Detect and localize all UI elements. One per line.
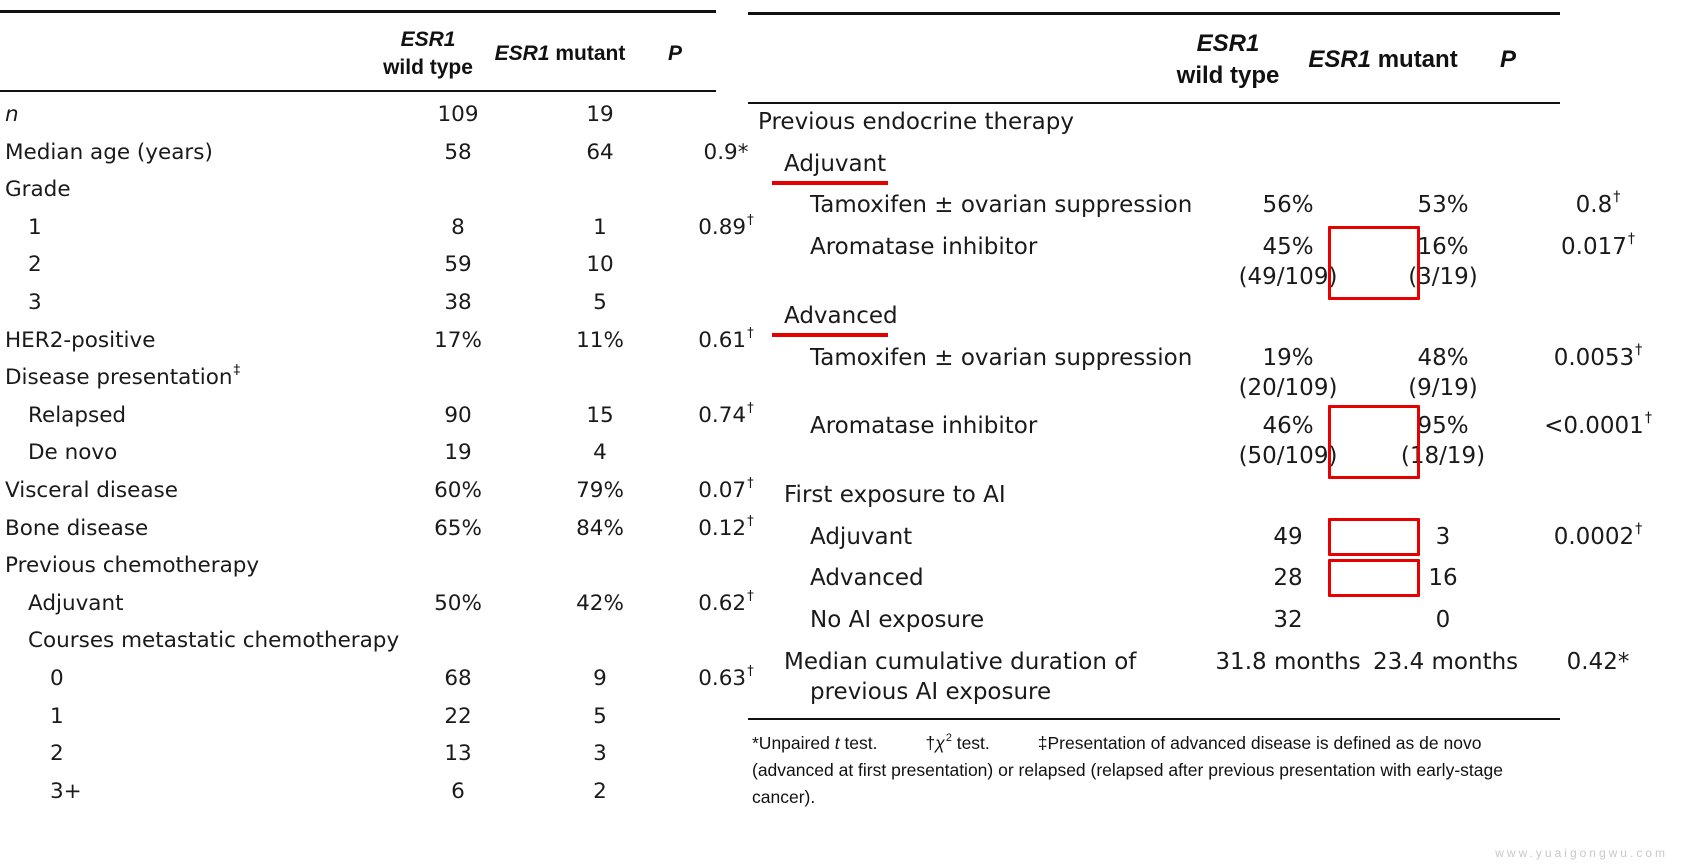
wild-type-value: 38 xyxy=(444,290,472,315)
wild-type-line: 31.8 months xyxy=(1215,649,1361,675)
p-value-mark: † xyxy=(747,588,754,604)
row-label xyxy=(5,321,155,361)
row-label-text: Aromatase inhibitor xyxy=(810,234,1038,260)
p-value: 0.63 xyxy=(698,666,747,691)
row-label xyxy=(28,283,42,323)
row-label-text: 3 xyxy=(28,290,42,315)
row-label xyxy=(50,697,64,737)
p-value-cell xyxy=(684,321,768,361)
mutant-value: 4 xyxy=(593,440,607,466)
right-header-rule xyxy=(748,102,1560,104)
p-value: 0.42* xyxy=(1566,649,1630,675)
row-label xyxy=(810,522,912,552)
row-label xyxy=(810,190,1192,220)
mutant-line: 16% xyxy=(1417,234,1469,260)
p-value-cell xyxy=(1538,190,1658,220)
table-row xyxy=(0,433,770,473)
red-highlight-box xyxy=(1328,405,1420,479)
mutant-count: (3/19) xyxy=(1408,264,1478,290)
row-label-text: 2 xyxy=(50,741,64,767)
table-row xyxy=(0,546,770,586)
mutant-value: 1 xyxy=(593,214,607,240)
left-header-p xyxy=(655,40,695,68)
left-header-wild-type xyxy=(358,26,498,81)
wild-type-line: 19% xyxy=(1262,345,1314,371)
p-value-mark: † xyxy=(747,513,754,529)
mutant-value: 5 xyxy=(593,290,607,315)
row-label-text: No AI exposure xyxy=(810,607,985,633)
mutant-value: 9 xyxy=(593,666,607,691)
row-label xyxy=(784,647,1136,707)
left-top-rule xyxy=(0,10,716,13)
row-label-text: De novo xyxy=(28,440,118,466)
row-label xyxy=(810,411,1037,441)
row-label xyxy=(5,358,240,398)
header-p: P xyxy=(1499,46,1516,73)
header-wild-type: wild type xyxy=(383,55,473,79)
mutant-value: 11% xyxy=(576,327,624,353)
p-value: 0.89 xyxy=(698,214,747,240)
right-header-p xyxy=(1488,44,1528,76)
row-label xyxy=(50,659,64,699)
mutant-value xyxy=(1373,647,1519,677)
row-label-text: Relapsed xyxy=(28,402,127,428)
left-table xyxy=(0,0,770,866)
p-value-mark: † xyxy=(1635,342,1643,359)
p-value-mark: † xyxy=(747,664,754,680)
p-value: 0.017 xyxy=(1561,234,1627,260)
label-mark: ‡ xyxy=(233,363,241,379)
mutant-line: 3 xyxy=(1435,524,1451,550)
wild-type-value: 59 xyxy=(444,252,472,278)
row-label xyxy=(50,734,64,774)
wild-type-value: 22 xyxy=(444,703,472,729)
p-value-mark: † xyxy=(1627,231,1635,248)
row-label xyxy=(28,208,42,248)
mutant-value: 3 xyxy=(593,741,607,767)
row-label-text: Visceral disease xyxy=(5,478,178,503)
wild-type-value: 50% xyxy=(434,590,482,616)
p-value-mark: † xyxy=(747,400,754,416)
p-value: 0.8 xyxy=(1575,192,1613,218)
wild-type-value: 13 xyxy=(444,741,472,767)
p-value-cell xyxy=(1538,522,1658,552)
row-label xyxy=(5,170,71,210)
footnote-presentation: ‡Presentation of advanced disease is defined as de novo (advanced at first presentation) or relapsed (relapsed after previous presentation with early-stage cancer). xyxy=(752,733,1503,807)
row-label-text: Bone disease xyxy=(5,515,149,541)
mutant-value xyxy=(1373,190,1513,220)
table-row xyxy=(0,697,770,737)
row-label-text: 1 xyxy=(50,703,64,729)
wild-type-value: 19 xyxy=(444,440,472,466)
row-label-text: n xyxy=(5,102,19,127)
red-highlight-box xyxy=(1328,226,1420,300)
right-bottom-rule xyxy=(748,718,1560,720)
wild-type-count: (20/109) xyxy=(1238,375,1338,401)
wild-type-line: 28 xyxy=(1273,565,1303,591)
right-table xyxy=(752,0,1682,866)
mutant-count: (9/19) xyxy=(1408,375,1478,401)
red-highlight-box xyxy=(1328,518,1420,556)
table-row xyxy=(0,509,770,549)
row-label xyxy=(810,605,984,635)
p-value-cell xyxy=(684,584,768,624)
footnote-unpaired: *Unpaired t test. xyxy=(752,733,878,753)
p-value: 0.0053 xyxy=(1553,345,1635,371)
mutant-value: 5 xyxy=(593,703,607,729)
row-label-text: Median age (years) xyxy=(5,139,213,165)
left-header-mutant xyxy=(480,40,640,68)
mutant-line: 95% xyxy=(1417,413,1469,439)
wild-type-value: 6 xyxy=(451,778,465,804)
p-value: 0.74 xyxy=(698,402,747,428)
header-wild-type: wild type xyxy=(1176,61,1280,89)
table-row xyxy=(0,659,770,699)
wild-type-line: 45% xyxy=(1262,234,1314,260)
wild-type-value: 8 xyxy=(451,214,465,240)
wild-type-count: (49/109) xyxy=(1238,264,1338,290)
header-esr1: ESR1 xyxy=(400,28,456,51)
row-label-text: 2 xyxy=(28,252,42,278)
p-value-cell xyxy=(1538,411,1658,441)
wild-type-value xyxy=(1213,647,1363,677)
mutant-value xyxy=(1373,605,1513,635)
row-label xyxy=(810,232,1037,262)
row-label xyxy=(784,480,1006,510)
table-row xyxy=(0,471,770,511)
p-value-cell xyxy=(684,396,768,436)
p-value-mark: † xyxy=(1635,521,1643,538)
row-label xyxy=(28,621,399,661)
row-label-text: Adjuvant xyxy=(784,151,887,177)
table-row xyxy=(0,170,770,210)
mutant-count: (18/19) xyxy=(1400,443,1486,469)
wild-type-line: 32 xyxy=(1273,607,1303,633)
p-value-mark: † xyxy=(747,476,754,492)
row-label-text-cont: previous AI exposure xyxy=(810,679,1052,705)
red-highlight-box xyxy=(1328,559,1420,597)
row-label-text: Aromatase inhibitor xyxy=(810,413,1038,439)
row-label-text: 3+ xyxy=(50,778,82,804)
header-mutant: mutant xyxy=(1377,46,1458,73)
table-row xyxy=(0,396,770,436)
header-esr1: ESR1 xyxy=(1308,46,1372,73)
row-label-text: Adjuvant xyxy=(810,524,913,550)
p-value: 0.07 xyxy=(698,478,747,503)
table-row xyxy=(0,208,770,248)
p-value-mark: † xyxy=(1644,410,1652,427)
row-label xyxy=(810,343,1192,373)
wild-type-value: 17% xyxy=(434,327,482,353)
header-esr1: ESR1 xyxy=(494,42,550,65)
row-label xyxy=(5,133,213,173)
wild-type-value xyxy=(1213,190,1363,220)
row-label-text: Tamoxifen ± ovarian suppression xyxy=(810,345,1193,371)
wild-type-value: 65% xyxy=(434,515,482,541)
mutant-value: 42% xyxy=(576,590,624,616)
row-label xyxy=(784,301,898,331)
row-label xyxy=(28,245,42,285)
header-mutant: mutant xyxy=(555,42,626,65)
row-label-text: HER2-positive xyxy=(5,327,156,353)
p-value-cell xyxy=(684,208,768,248)
row-label-text: Advanced xyxy=(784,303,898,329)
row-label xyxy=(5,95,19,135)
mutant-value: 79% xyxy=(576,478,624,503)
row-label-text: Grade xyxy=(5,177,71,203)
row-label-text: Courses metastatic chemotherapy xyxy=(28,628,400,654)
table-row xyxy=(0,358,770,398)
row-label xyxy=(784,149,886,179)
p-value-cell xyxy=(1538,343,1658,373)
row-label xyxy=(5,509,148,549)
mutant-line: 48% xyxy=(1417,345,1469,371)
row-label-text: 0 xyxy=(50,666,64,691)
p-value-cell xyxy=(684,471,768,511)
p-value: 0.61 xyxy=(698,327,747,353)
red-underline xyxy=(772,333,888,337)
wild-type-value: 90 xyxy=(444,402,472,428)
p-value-mark: † xyxy=(1613,189,1621,206)
row-label xyxy=(28,396,126,436)
row-label-text: Tamoxifen ± ovarian suppression xyxy=(810,192,1193,218)
row-label-text: Advanced xyxy=(810,565,924,591)
wild-type-line: 46% xyxy=(1262,413,1314,439)
table-row xyxy=(0,95,770,135)
p-value-cell xyxy=(684,133,768,173)
wild-type-value: 58 xyxy=(444,139,472,165)
right-top-rule xyxy=(748,12,1560,15)
wild-type-value xyxy=(1213,605,1363,635)
table-row xyxy=(0,621,770,661)
wild-type-line: 56% xyxy=(1262,192,1314,218)
wild-type-line: 49 xyxy=(1273,524,1303,550)
row-label xyxy=(50,772,82,812)
mutant-line: 23.4 months xyxy=(1373,649,1519,675)
row-label-text: Median cumulative duration of xyxy=(784,649,1137,675)
footnotes xyxy=(752,730,1564,811)
right-header-wild-type xyxy=(1153,28,1303,91)
row-label xyxy=(758,107,1074,137)
row-label-text: 1 xyxy=(28,214,42,240)
p-value: 0.9* xyxy=(703,139,749,165)
wild-type-count: (50/109) xyxy=(1238,443,1338,469)
header-esr1: ESR1 xyxy=(1196,30,1260,57)
row-label xyxy=(5,471,178,511)
red-underline xyxy=(772,181,888,185)
p-value: <0.0001 xyxy=(1544,413,1644,439)
mutant-line: 0 xyxy=(1435,607,1451,633)
table-row xyxy=(0,245,770,285)
p-value-cell xyxy=(1538,232,1658,262)
table-row xyxy=(0,283,770,323)
p-value-cell xyxy=(684,659,768,699)
p-value-mark: † xyxy=(747,325,754,341)
row-label xyxy=(810,563,924,593)
wild-type-value: 109 xyxy=(437,102,479,127)
p-value-cell xyxy=(684,509,768,549)
right-header-mutant xyxy=(1293,44,1473,76)
row-label-text: First exposure to AI xyxy=(784,482,1006,508)
mutant-value: 2 xyxy=(593,778,607,804)
p-value-cell xyxy=(1538,647,1658,677)
table-row xyxy=(0,133,770,173)
mutant-value xyxy=(1373,343,1513,403)
mutant-line: 53% xyxy=(1417,192,1469,218)
mutant-value: 15 xyxy=(586,402,614,428)
mutant-value: 64 xyxy=(586,139,614,165)
p-value: 0.12 xyxy=(698,515,747,541)
footnote-chi: $\dagger\chi^2$ test. xyxy=(925,731,990,753)
row-label xyxy=(28,584,124,624)
row-label-text: Previous endocrine therapy xyxy=(758,109,1074,135)
row-label-text: Previous chemotherapy xyxy=(5,553,260,579)
mutant-value: 19 xyxy=(586,102,614,127)
table-row xyxy=(0,321,770,361)
table-row xyxy=(0,734,770,774)
mutant-line: 16 xyxy=(1428,565,1458,591)
left-header-rule xyxy=(0,90,716,92)
mutant-value: 84% xyxy=(576,515,624,541)
table-row xyxy=(0,584,770,624)
row-label-text: Disease presentation xyxy=(5,365,233,391)
wild-type-value xyxy=(1213,343,1363,403)
p-value-mark: † xyxy=(747,212,754,228)
p-value: 0.62 xyxy=(698,590,747,616)
row-label xyxy=(28,433,117,473)
header-p: P xyxy=(667,42,682,65)
wild-type-value: 60% xyxy=(434,478,482,503)
wild-type-value: 68 xyxy=(444,666,472,691)
row-label-text: Adjuvant xyxy=(28,590,124,616)
row-label xyxy=(5,546,259,586)
p-value: 0.0002 xyxy=(1553,524,1635,550)
table-row xyxy=(0,772,770,812)
mutant-value: 10 xyxy=(586,252,614,278)
watermark: www.yuaigongwu.com xyxy=(1495,846,1668,860)
